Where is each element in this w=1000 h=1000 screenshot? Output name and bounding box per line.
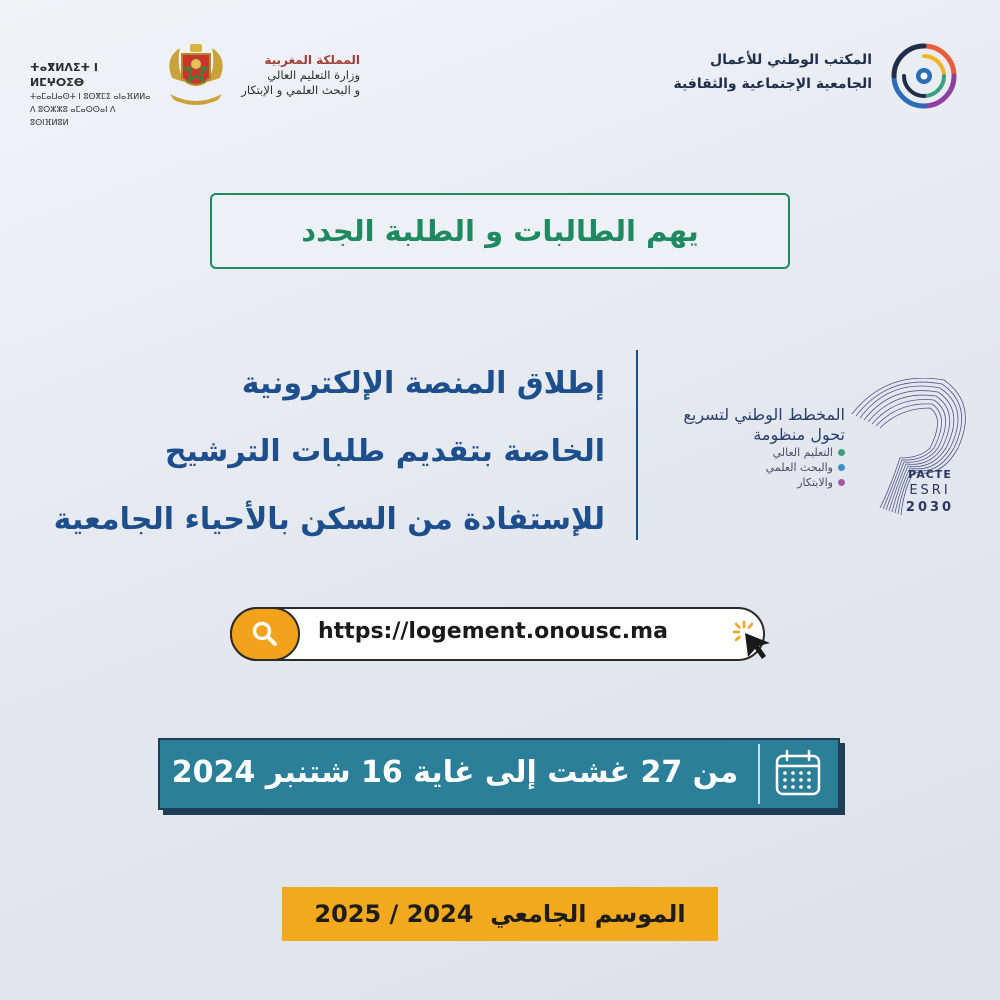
pacte-label-line-3: 2030 — [905, 500, 955, 515]
main-message-line-2: الخاصة بتقديم طلبات الترشيح — [164, 434, 605, 469]
headline-box — [210, 193, 790, 269]
pacte-title-line-2: تحول منظومة — [753, 425, 845, 444]
main-message-line-1: إطلاق المنصة الإلكترونية — [241, 366, 605, 401]
tifinagh-line-1: ⵜⴰⴳⵍⴷⵉⵜ ⵏ ⵍⵎⵖⵔⵉⴱ — [30, 61, 99, 89]
url-text[interactable]: https://logement.onousc.ma — [318, 619, 668, 644]
pacte-title-line-1: المخطط الوطني لتسريع — [683, 405, 845, 424]
onousc-name — [622, 48, 872, 96]
onousc-rings-logo-icon — [888, 40, 960, 112]
date-bar-divider — [758, 744, 760, 804]
mouse-pointer-click-icon — [730, 618, 776, 664]
academic-season-bar — [282, 887, 718, 941]
main-message — [30, 350, 605, 554]
pacte-label-line-2: ESRI — [909, 483, 951, 498]
tifinagh-line-3: ⴷ ⵓⵔⵣⵣⵓ ⴰⵎⴰⵙⵙⴰⵏ ⴷ ⵓⵙⵏⴼⵍⵓⵍ — [30, 105, 116, 127]
morocco-coat-of-arms-icon — [160, 38, 232, 110]
pacte-esri-label — [895, 468, 965, 516]
date-range-text: من 27 غشت إلى غاية 16 شتنبر 2024 — [171, 755, 739, 790]
kingdom-of-morocco-text: المملكة المغربية — [264, 53, 360, 67]
onousc-line-1: المكتب الوطني للأعمال — [709, 52, 872, 68]
main-message-line-3: للإستفادة من السكن بالأحياء الجامعية — [53, 502, 605, 537]
tifinagh-line-2: ⵜⴰⵎⴰⵡⴰⵙⵜ ⵏ ⵓⵙⴳⵎⵉ ⴰⵏⴰⴼⵍⵍⴰ — [30, 92, 151, 101]
pacte-esri-text — [650, 405, 845, 490]
ministry-line-3: و البحث العلمي و الإبتكار — [241, 83, 360, 97]
pacte-sub-line-2: والبحث العلمي — [650, 460, 833, 475]
headline-text: يهم الطالبات و الطلبة الجدد — [301, 214, 699, 248]
pacte-sub-line-3: والابتكار — [650, 475, 833, 490]
pacte-sub-line-1: التعليم العالي — [650, 445, 833, 460]
search-button[interactable] — [230, 607, 300, 661]
vertical-divider — [636, 350, 638, 540]
academic-season-text: الموسم الجامعي 2024 / 2025 — [314, 900, 686, 928]
pacte-label-line-1: PACTE — [908, 468, 952, 481]
calendar-icon — [770, 748, 826, 800]
ministry-line-2: وزارة التعليم العالي — [267, 68, 360, 82]
search-icon — [251, 620, 279, 648]
ministry-tifinagh-name — [30, 60, 155, 129]
ministry-name — [238, 52, 360, 98]
onousc-line-2: الجامعية الإجتماعية والثقافية — [673, 76, 872, 92]
